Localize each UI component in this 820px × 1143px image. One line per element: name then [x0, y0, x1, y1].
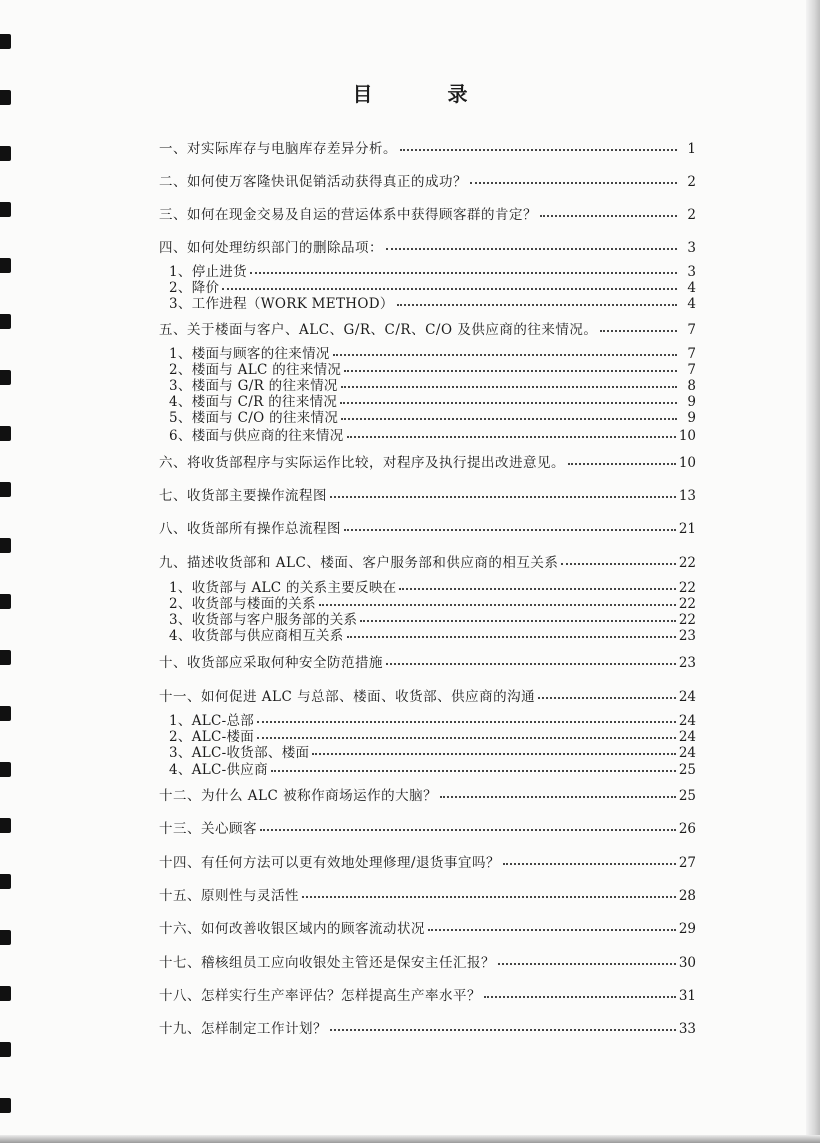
toc-leader-dots	[330, 1019, 676, 1031]
toc-leader-dots	[330, 486, 676, 498]
toc-entry-page: 4	[687, 280, 696, 296]
toc-subentry[interactable]	[169, 628, 696, 644]
toc-entry-label: 十二、为什么 ALC 被称作商场运作的大脑？	[159, 788, 438, 804]
toc-entry[interactable]	[159, 488, 696, 504]
toc-entry-page: 13	[678, 488, 696, 504]
toc-entry[interactable]	[159, 955, 696, 971]
toc-leader-dots	[399, 578, 675, 590]
toc-leader-dots	[257, 727, 676, 739]
toc-leader-dots	[347, 626, 676, 638]
toc-entry-page: 3	[687, 264, 696, 280]
toc-entry-page: 7	[687, 322, 696, 338]
toc-entry-label: 三、如何在现金交易及自运的营运体系中获得顾客群的肯定？	[159, 207, 537, 223]
toc-leader-dots	[428, 919, 676, 931]
toc-entry-page: 8	[687, 378, 696, 394]
toc-entry-label: 4、收货部与供应商相互关系	[169, 628, 344, 644]
toc-entry-label: 3、工作进程（WORK METHOD）	[169, 296, 394, 312]
toc-entry-label: 九、描述收货部和 ALC、楼面、客户服务部和供应商的相互关系	[159, 555, 559, 571]
toc-entry-page: 1	[687, 141, 696, 157]
page-title: 目 录	[352, 82, 502, 106]
toc-entry-label: 七、收货部主要操作流程图	[159, 488, 327, 504]
toc-entry-label: 四、如何处理纺织部门的删除品项：	[159, 240, 383, 256]
toc-entry-label: 六、将收货部程序与实际运作比较，对程序及执行提出改进意见。	[159, 455, 565, 471]
toc-entry-label: 十、收货部应采取何种安全防范措施	[159, 655, 383, 671]
toc-leader-dots	[250, 262, 677, 274]
toc-entry[interactable]	[159, 921, 696, 937]
toc-leader-dots	[302, 886, 676, 898]
toc-entry-page: 10	[678, 455, 696, 471]
toc-entry-page: 4	[687, 296, 696, 312]
toc-entry[interactable]	[159, 322, 696, 338]
toc-entry-page: 22	[678, 580, 696, 596]
toc-entry[interactable]	[159, 455, 696, 471]
toc-leader-dots	[503, 853, 676, 865]
toc-entry-label: 3、收货部与客户服务部的关系	[169, 612, 358, 628]
toc-entry-label: 十五、原则性与灵活性	[159, 888, 299, 904]
toc-leader-dots	[340, 392, 677, 404]
toc-entry-page: 22	[678, 596, 696, 612]
toc-leader-dots	[347, 426, 676, 438]
toc-entry-page: 24	[678, 745, 696, 761]
toc-leader-dots	[600, 320, 677, 332]
toc-entry-label: 十七、稽核组员工应向收银处主管还是保安主任汇报？	[159, 955, 495, 971]
toc-entry-page: 24	[678, 713, 696, 729]
toc-entry[interactable]	[159, 855, 696, 871]
toc-leader-dots	[360, 610, 676, 622]
toc-leader-dots	[319, 594, 676, 606]
toc-entry-label: 2、降价	[169, 280, 220, 296]
toc-entry-label: 3、楼面与 G/R 的往来情况	[169, 378, 338, 394]
toc-entry-label: 八、收货部所有操作总流程图	[159, 521, 341, 537]
toc-entry-page: 23	[678, 655, 696, 671]
toc-entry-page: 9	[687, 410, 696, 426]
toc-entry[interactable]	[159, 207, 696, 223]
toc-leader-dots	[561, 553, 675, 565]
toc-entry-label: 2、收货部与楼面的关系	[169, 596, 316, 612]
toc-entry-page: 29	[678, 921, 696, 937]
toc-entry[interactable]	[159, 888, 696, 904]
toc-leader-dots	[538, 687, 676, 699]
toc-leader-dots	[540, 205, 677, 217]
toc-leader-dots	[386, 238, 677, 250]
toc-entry-page: 2	[687, 207, 696, 223]
spiral-binding-holes	[0, 0, 12, 1143]
toc-entry-label: 1、停止进货	[169, 264, 247, 280]
toc-entry-page: 31	[678, 988, 696, 1004]
toc-entry-label: 3、ALC-收货部、楼面	[169, 745, 310, 761]
toc-entry[interactable]	[159, 555, 696, 571]
page-bottom-edge	[0, 1135, 820, 1143]
toc-leader-dots	[568, 453, 676, 465]
toc-entry-label: 1、收货部与 ALC 的关系主要反映在	[169, 580, 397, 596]
toc-leader-dots	[333, 344, 677, 356]
toc-entry-label: 十八、怎样实行生产率评估？怎样提高生产率水平？	[159, 988, 481, 1004]
toc-leader-dots	[344, 519, 676, 531]
toc-entry-label: 二、如何使万客隆快讯促销活动获得真正的成功？	[159, 174, 467, 190]
toc-entry-label: 1、ALC-总部	[169, 713, 255, 729]
toc-leader-dots	[341, 376, 677, 388]
toc-entry[interactable]	[159, 240, 696, 256]
toc-entry-page: 27	[678, 855, 696, 871]
page-right-edge	[806, 0, 820, 1143]
toc-entry-label: 1、楼面与顾客的往来情况	[169, 346, 330, 362]
toc-entry-page: 22	[678, 555, 696, 571]
toc-entry-page: 3	[687, 240, 696, 256]
toc-entry-label: 五、关于楼面与客户、ALC、G/R、C/R、C/O 及供应商的往来情况。	[159, 322, 598, 338]
toc-entry-page: 23	[678, 628, 696, 644]
toc-leader-dots	[484, 986, 676, 998]
toc-subentry[interactable]	[169, 296, 696, 312]
toc-entry[interactable]	[159, 821, 696, 837]
toc-entry[interactable]	[159, 988, 696, 1004]
toc-leader-dots	[470, 172, 677, 184]
toc-subentry[interactable]	[169, 762, 696, 778]
toc-entry-label: 十四、有任何方法可以更有效地处理修理/退货事宜吗？	[159, 855, 501, 871]
toc-entry-page: 30	[678, 955, 696, 971]
toc-leader-dots	[257, 711, 676, 723]
toc-entry-label: 一、对实际库存与电脑库存差异分析。	[159, 141, 397, 157]
toc-entry-label: 4、楼面与 C/R 的往来情况	[169, 394, 338, 410]
toc-leader-dots	[386, 653, 676, 665]
toc-entry-label: 4、ALC-供应商	[169, 762, 268, 778]
toc-entry[interactable]	[159, 174, 696, 190]
toc-entry-page: 7	[687, 346, 696, 362]
toc-entry-page: 7	[687, 362, 696, 378]
toc-entry-page: 28	[678, 888, 696, 904]
toc-entry[interactable]	[159, 141, 696, 157]
toc-entry-page: 22	[678, 612, 696, 628]
toc-entry-label: 6、楼面与供应商的往来情况	[169, 428, 344, 444]
toc-entry-page: 26	[678, 821, 696, 837]
toc-leader-dots	[271, 760, 676, 772]
toc-subentry[interactable]	[169, 428, 696, 444]
toc-leader-dots	[397, 294, 677, 306]
toc-entry-label: 十一、如何促进 ALC 与总部、楼面、收货部、供应商的沟通	[159, 689, 536, 705]
toc-entry-page: 25	[678, 788, 696, 804]
toc-leader-dots	[260, 819, 676, 831]
toc-entry[interactable]	[159, 788, 696, 804]
toc-entry[interactable]	[159, 521, 696, 537]
toc-entry-label: 2、ALC-楼面	[169, 729, 255, 745]
toc-subentry[interactable]	[169, 410, 696, 426]
toc-entry[interactable]	[159, 655, 696, 671]
toc-leader-dots	[312, 743, 676, 755]
toc-leader-dots	[222, 278, 677, 290]
toc-entry-label: 十九、怎样制定工作计划？	[159, 1021, 327, 1037]
toc-entry-label: 5、楼面与 C/O 的往来情况	[169, 410, 339, 426]
toc-leader-dots	[344, 360, 677, 372]
toc-entry[interactable]	[159, 1021, 696, 1037]
toc-entry-page: 2	[687, 174, 696, 190]
toc-entry-page: 33	[678, 1021, 696, 1037]
toc-leader-dots	[498, 953, 676, 965]
toc-entry-label: 十六、如何改善收银区域内的顾客流动状况	[159, 921, 425, 937]
toc-entry-label: 十三、关心顾客	[159, 821, 257, 837]
toc-leader-dots	[400, 139, 677, 151]
toc-entry[interactable]	[159, 689, 696, 705]
toc-subentry[interactable]	[169, 745, 696, 761]
toc-entry-label: 2、楼面与 ALC 的往来情况	[169, 362, 342, 378]
toc-leader-dots	[440, 786, 676, 798]
toc-entry-page: 24	[678, 729, 696, 745]
toc-entry-page: 9	[687, 394, 696, 410]
toc-entry-page: 21	[678, 521, 696, 537]
toc-entry-page: 24	[678, 689, 696, 705]
toc-entry-page: 10	[678, 428, 696, 444]
toc-leader-dots	[341, 408, 677, 420]
toc-entry-page: 25	[678, 762, 696, 778]
